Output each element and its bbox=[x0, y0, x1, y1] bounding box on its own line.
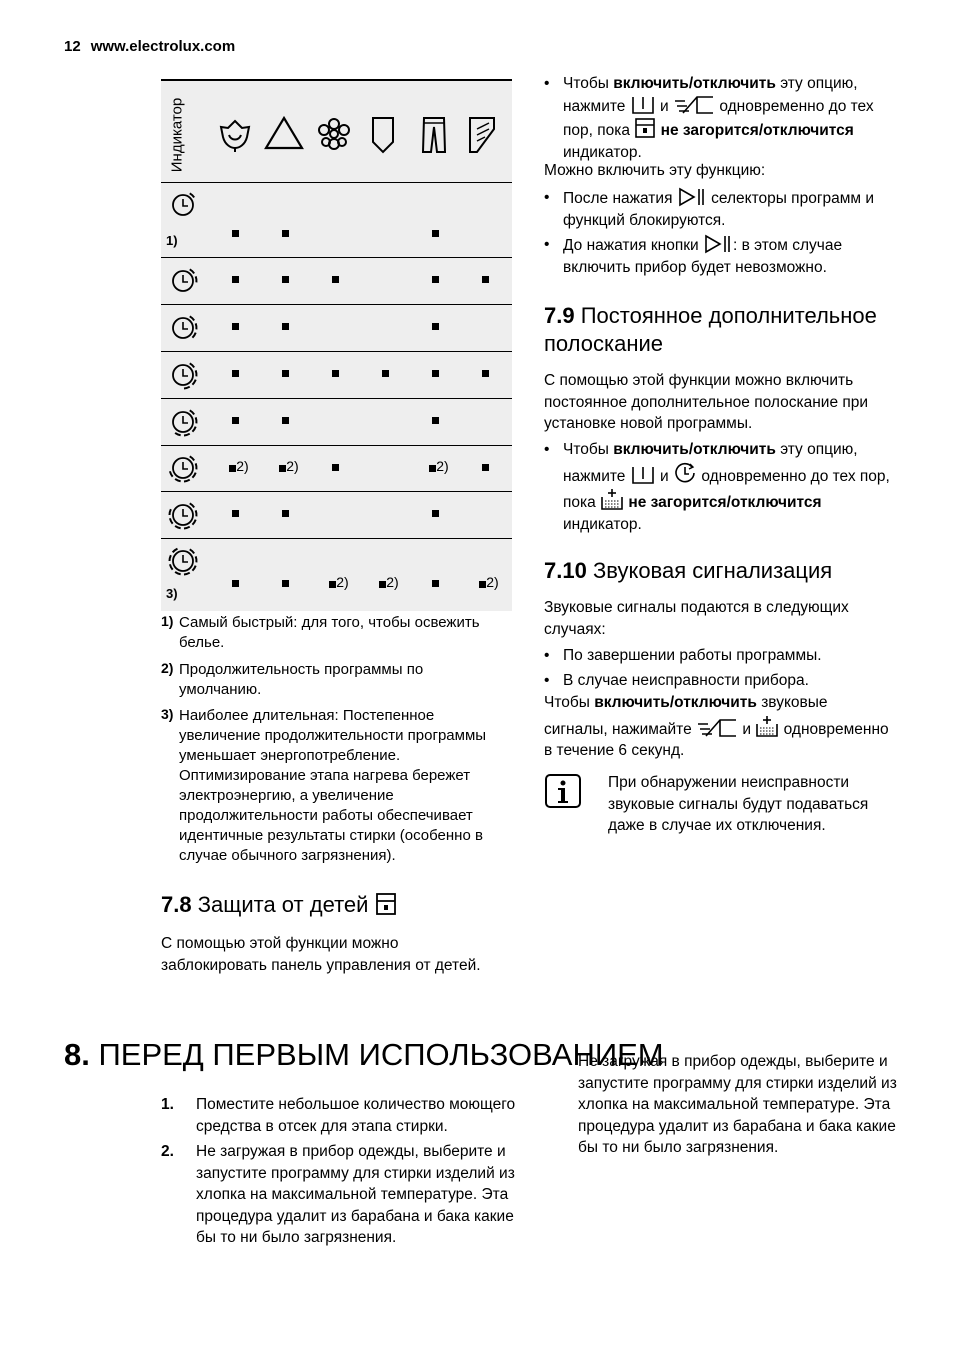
before-press-bullet: • До нажатия кнопки : в этом случае включить прибор будет невозможно. bbox=[544, 236, 843, 276]
table-cell bbox=[262, 225, 308, 241]
can-enable-text: Можно включить эту функцию: bbox=[544, 162, 766, 179]
section-8-title: 8. ПЕРЕД ПЕРВЫМ ИСПОЛЬЗОВАНИЕМ bbox=[64, 1037, 664, 1072]
table-row bbox=[161, 538, 512, 610]
start-pause-icon bbox=[703, 234, 733, 254]
table-cell bbox=[412, 318, 458, 334]
table-cell bbox=[212, 505, 258, 521]
time-level-5-icon bbox=[169, 407, 199, 437]
section-7-9-title: 7.9 Постоянное дополнительное полоскание bbox=[544, 303, 877, 356]
table-cell: 2) bbox=[366, 574, 412, 591]
step-2-text: Не загружая в прибор одежды, выберите и запустите программу для стирки изделий из хлопка на максимальной температуре. Эта процедура удалит из барабана и бака какие бы то ни было загрязнения. bbox=[196, 1143, 515, 1246]
section-7-10-body: Звуковые сигналы подаются в следующих случаях: bbox=[544, 599, 849, 638]
section-7-10-title: 7.10 Звуковая сигнализация bbox=[544, 558, 833, 583]
synthetics-triangle-icon bbox=[263, 115, 305, 151]
table-cell bbox=[212, 365, 258, 381]
duvet-icon bbox=[467, 115, 497, 155]
table-cell bbox=[212, 225, 258, 241]
table-cell bbox=[262, 412, 308, 428]
table-cell bbox=[412, 365, 458, 381]
after-press-bullet: • После нажатия селекторы программ и функций блокируются. bbox=[544, 189, 874, 229]
table-header-label: Индикатор bbox=[168, 97, 186, 173]
cotton-flower-icon bbox=[217, 117, 253, 153]
table-cell: 2) bbox=[266, 458, 312, 475]
section-7-9-body: С помощью этой функции можно включить постоянное дополнительное полоскание при установке новой программы. bbox=[544, 372, 869, 432]
step-2-text-continued: Не загружая в прибор одежды, выберите и запустите программу для стирки изделий из хлопка на максимальной температуре. Эта процедура удалит из барабана и бака какие бы то ни было загрязнения. bbox=[578, 1053, 897, 1156]
table-cell bbox=[312, 365, 358, 381]
table-cell bbox=[412, 574, 458, 590]
table-cell: 2) bbox=[316, 574, 362, 591]
signal-bullet-1: • По завершении работы программы. bbox=[544, 647, 822, 664]
start-pause-icon bbox=[677, 187, 707, 207]
table-cell bbox=[212, 318, 258, 334]
time-manager-icon bbox=[673, 461, 697, 485]
table-row bbox=[161, 257, 512, 305]
start-button-icon bbox=[630, 465, 656, 485]
step-1: 1. Поместите небольшое количество моющего средства в отсек для этапа стирки. bbox=[161, 1096, 516, 1135]
delicates-flower-icon bbox=[317, 117, 351, 151]
table-cell bbox=[412, 412, 458, 428]
indicator-table bbox=[161, 79, 512, 611]
table-cell bbox=[312, 458, 358, 474]
extra-rinse-bullet: • Чтобы включить/отключить эту опцию, нажмите и одновременно до тех пор, пока не загорится/отключится индикатор. bbox=[544, 441, 890, 533]
table-header-row bbox=[161, 81, 512, 183]
time-level-8-icon bbox=[169, 546, 199, 576]
time-level-3-icon bbox=[169, 313, 199, 343]
table-cell bbox=[262, 365, 308, 381]
info-note-text: При обнаружении неисправности звуковые сигналы будут подаваться даже в случае их отключения. bbox=[608, 774, 869, 834]
table-cell bbox=[462, 271, 508, 287]
page-header bbox=[64, 38, 245, 55]
table-row bbox=[161, 445, 512, 492]
section-7-10-instructions: Чтобы включить/отключить звуковые сигналы, нажимайте и одновременно в течение 6 секунд. bbox=[544, 694, 889, 759]
table-cell bbox=[212, 412, 258, 428]
table-cell bbox=[312, 271, 358, 287]
table-cell bbox=[262, 574, 308, 590]
table-cell bbox=[412, 271, 458, 287]
table-row bbox=[161, 491, 512, 539]
soil-level-icon bbox=[696, 718, 738, 738]
start-button-icon bbox=[630, 95, 656, 115]
table-cell bbox=[412, 225, 458, 241]
table-cell bbox=[462, 458, 508, 474]
extra-rinse-icon bbox=[600, 487, 624, 511]
table-row bbox=[161, 182, 512, 258]
time-level-4-icon bbox=[169, 360, 199, 390]
table-cell bbox=[262, 505, 308, 521]
section-7-8-body: С помощью этой функции можно заблокировать панель управления от детей. bbox=[161, 935, 481, 974]
section-7-8-title: 7.8 Защита от детей bbox=[161, 891, 397, 919]
row-footnote-ref: 1) bbox=[166, 233, 178, 248]
table-cell bbox=[462, 365, 508, 381]
table-row bbox=[161, 351, 512, 399]
table-cell bbox=[212, 271, 258, 287]
page-number: 12 bbox=[64, 38, 81, 55]
child-lock-indicator-icon bbox=[634, 117, 656, 139]
time-level-1-icon bbox=[169, 190, 199, 220]
child-lock-bullet: • Чтобы включить/отключить эту опцию, нажмите и одновременно до тех пор, пока не загорится/отключится индикатор. bbox=[544, 75, 874, 161]
extra-rinse-icon bbox=[755, 714, 779, 738]
jeans-icon bbox=[420, 115, 448, 155]
site-url: www.electrolux.com bbox=[90, 38, 236, 55]
wool-icon bbox=[370, 115, 396, 155]
step-2-part-1: 2. Не загружая в прибор одежды, выберите и запустите программу для стирки изделий из хлопка на максимальной температуре. Эта процедура удалит из барабана и бака какие бы то ни было загрязнения. bbox=[161, 1143, 515, 1246]
child-lock-icon bbox=[375, 892, 397, 916]
table-cell bbox=[262, 271, 308, 287]
time-level-2-icon bbox=[169, 266, 199, 296]
soil-level-icon bbox=[673, 95, 715, 115]
table-cell bbox=[362, 365, 408, 381]
signal-bullet-2: • В случае неисправности прибора. bbox=[544, 672, 809, 689]
table-cell: 2) bbox=[216, 458, 262, 475]
time-level-7-icon bbox=[169, 500, 199, 530]
table-row bbox=[161, 398, 512, 446]
row-footnote-ref: 3) bbox=[166, 586, 178, 601]
step-2-continuation bbox=[578, 1053, 898, 1160]
info-icon bbox=[544, 773, 582, 809]
table-cell bbox=[412, 505, 458, 521]
table-cell bbox=[262, 318, 308, 334]
table-cell: 2) bbox=[466, 574, 512, 591]
table-cell bbox=[212, 574, 258, 590]
table-row bbox=[161, 304, 512, 352]
table-cell: 2) bbox=[416, 458, 462, 475]
time-level-6-icon bbox=[169, 453, 199, 483]
